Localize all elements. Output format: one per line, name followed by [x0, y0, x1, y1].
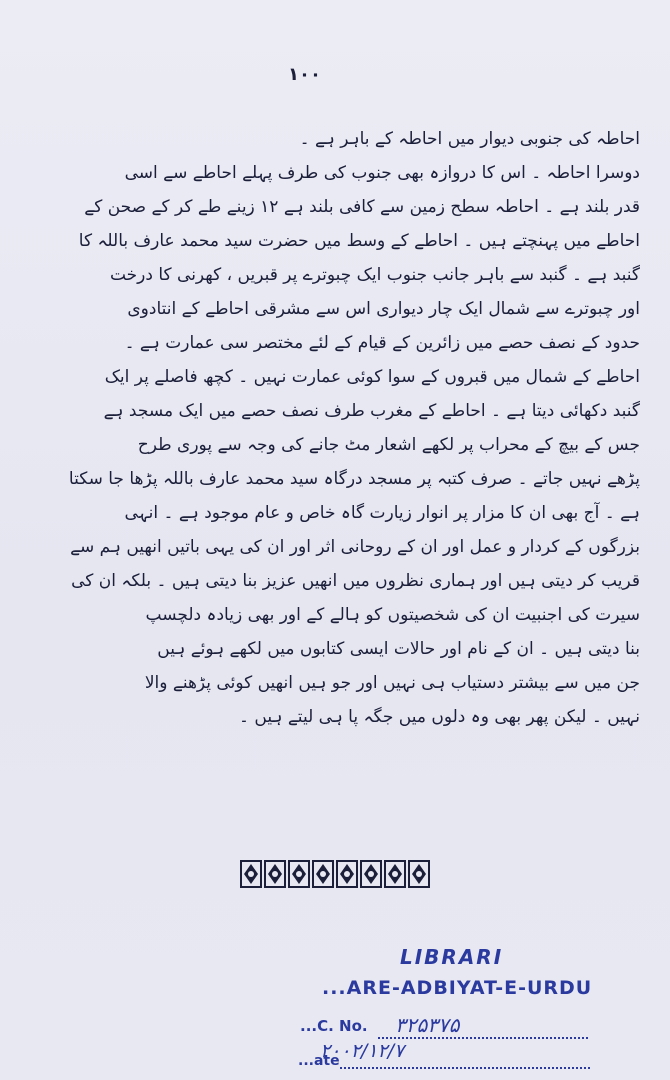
body-text: [40, 122, 640, 734]
text-line: قریب کر دیتی ہیں اور ہماری نظروں میں انھیں عزیز بنا دیتی ہیں ۔ بلکہ ان کی: [71, 571, 640, 591]
text-line: احاطے کے شمال میں قبروں کے سوا کوئی عمارت نہیں ۔ کچھ فاصلے پر ایک: [104, 367, 640, 387]
stamp-accession-label: ...C. No.: [300, 1017, 368, 1035]
text-line: سیرت کی اجنبیت ان کی شخصیتوں کو ہالے کے اور بھی زیادہ دلچسپ: [145, 605, 640, 625]
stamp-title: LIBRARI: [400, 945, 504, 969]
ornament-tile-icon: [384, 860, 406, 888]
text-line: بنا دیتی ہیں ۔ ان کے نام اور حالات ایسی کتابوں میں لکھے ہوئے ہیں: [157, 639, 640, 659]
stamp-accession-number: ۳۲۵۳۷۵: [395, 1013, 460, 1037]
text-line: گنبد دکھائی دیتا ہے ۔ احاطے کے مغرب طرف نصف حصے میں ایک مسجد ہے: [103, 401, 640, 421]
text-line: بزرگوں کے کردار و عمل اور ان کے روحانی اثر اور ان کی یہی باتیں انھیں ہم سے: [70, 537, 640, 557]
text-line: احاطے میں پہنچتے ہیں ۔ احاطے کے وسط میں حضرت سید محمد عارف باللہ کا: [78, 231, 640, 251]
ornament-tile-icon: [240, 860, 262, 888]
ornament-tile-icon: [288, 860, 310, 888]
library-stamp: [300, 945, 620, 1080]
ornament-tile-icon: [264, 860, 286, 888]
stamp-dotted-line: [340, 1067, 590, 1069]
text-line: اور چبوترے سے شمال ایک چار دیواری اس سے مشرقی احاطے کے انتادوی: [127, 299, 640, 319]
stamp-date-label: ...ate: [298, 1053, 340, 1069]
ornament-tile-icon: [312, 860, 334, 888]
text-line: قدر بلند ہے ۔ احاطہ سطح زمین سے کافی بلند ہے ۱۲ زینے طے کر کے صحن کے: [84, 197, 640, 217]
text-line: پڑھے نہیں جاتے ۔ صرف کتبہ پر مسجد درگاہ سید محمد عارف باللہ پڑھا جا سکتا: [68, 469, 640, 489]
ornament-tile-icon: [360, 860, 382, 888]
text-line: نہیں ۔ لیکن پھر بھی وہ دلوں میں جگہ پا ہی لیتے ہیں ۔: [239, 707, 640, 727]
text-line: ہے ۔ آج بھی ان کا مزار پر انوار زیارت گاہ خاص و عام موجود ہے ۔ انہی: [124, 503, 640, 523]
text-line: دوسرا احاطہ ۔ اس کا دروازہ بھی جنوب کی طرف پہلے احاطے سے اسی: [124, 163, 640, 183]
ornament-tile-icon: [336, 860, 358, 888]
ornament-tile-icon: [408, 860, 430, 888]
text-line: جن میں سے بیشتر دستیاب ہی نہیں اور جو ہیں انھیں کوئی پڑھنے والا: [144, 673, 640, 693]
stamp-library-name: ...ARE-ADBIYAT-E-URDU: [322, 977, 593, 999]
stamp-date-value: ۲۰۰۲/۱۲/۷: [320, 1040, 405, 1062]
text-line: حدود کے نصف حصے میں زائرین کے قیام کے لئے مختصر سی عمارت ہے ۔: [124, 333, 640, 353]
text-line: احاطہ کی جنوبی دیوار میں احاطہ کے باہر ہے ۔: [299, 129, 640, 149]
page-number: ۱۰۰: [288, 64, 321, 85]
ornament-divider: [240, 860, 430, 890]
text-line: گنبد ہے ۔ گنبد سے باہر جانب جنوب ایک چبوترے پر قبریں ، کھرنی کا درخت: [109, 265, 640, 285]
text-line: جس کے بیچ کے محراب پر لکھے اشعار مٹ جانے کی وجہ سے پوری طرح: [137, 435, 640, 455]
stamp-dotted-line: [378, 1037, 588, 1039]
